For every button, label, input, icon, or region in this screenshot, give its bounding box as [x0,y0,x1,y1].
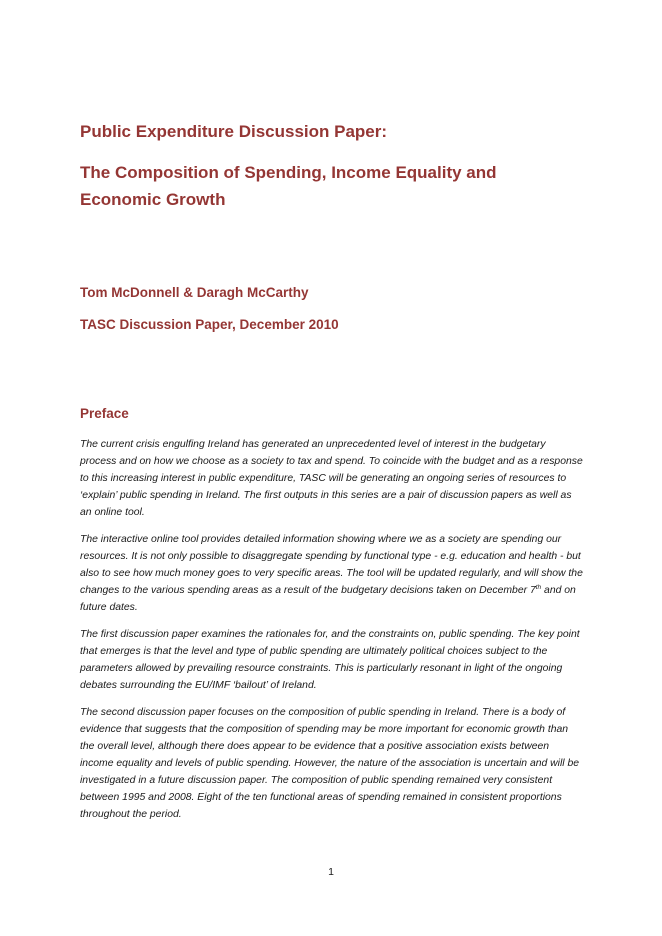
paragraph-2-text-end: and on future dates. [80,585,576,613]
ordinal-suffix: th [535,584,542,591]
report-info: TASC Discussion Paper, December 2010 [80,317,339,332]
paragraph-3: The first discussion paper examines the rationales for, and the constraints on, public spending. The key point that emerges is that the level and type of public spending are ultimately political choices subject to the parameters allowed by prevailing resource constraints. This is particularly resonant in light of the ongoing debates surrounding the EU/IMF ‘bailout’ of Ireland. [80,629,580,691]
page-number: 1 [328,866,334,878]
section-heading-preface: Preface [80,406,129,421]
paragraph-1: The current crisis engulfing Ireland has generated an unprecedented level of interest in the budgetary process and on how we choose as a society to tax and spend. To coincide with the budget and as a response to this increasing interest in public expenditure, TASC will be generating an ongoing series of resources to ‘explain’ public spending in Ireland. The first outputs in this series are a pair of discussion papers as well as an online tool. [80,439,583,518]
preface-body [80,436,584,833]
authors: Tom McDonnell & Daragh McCarthy [80,285,309,300]
series-heading: Public Expenditure Discussion Paper: [80,122,388,141]
paragraph-2 [80,531,584,616]
document-title: The Composition of Spending, Income Equality and Economic Growth [80,163,497,209]
paragraph-2-text: The interactive online tool provides detailed information showing where we as a society are spending our resources. It is not only possible to disaggregate spending by functional type - e.g. education and health - but also to see how much money goes to very specific areas. The tool will be updated regularly, and will show the changes to the various spending areas as a result of the budgetary decisions taken on December 7 [80,534,583,596]
paragraph-4: The second discussion paper focuses on the composition of public spending in Ireland. There is a body of evidence that suggests that the composition of spending may be more important for economic growth than the overall level, although there does appear to be evidence that a positive association exists between income equality and levels of public spending. However, the nature of the association is uncertain and will be investigated in a future discussion paper. The composition of public spending remained very consistent between 1995 and 2008. Eight of the ten functional areas of spending remained in consistent proportions throughout the period. [80,707,580,820]
